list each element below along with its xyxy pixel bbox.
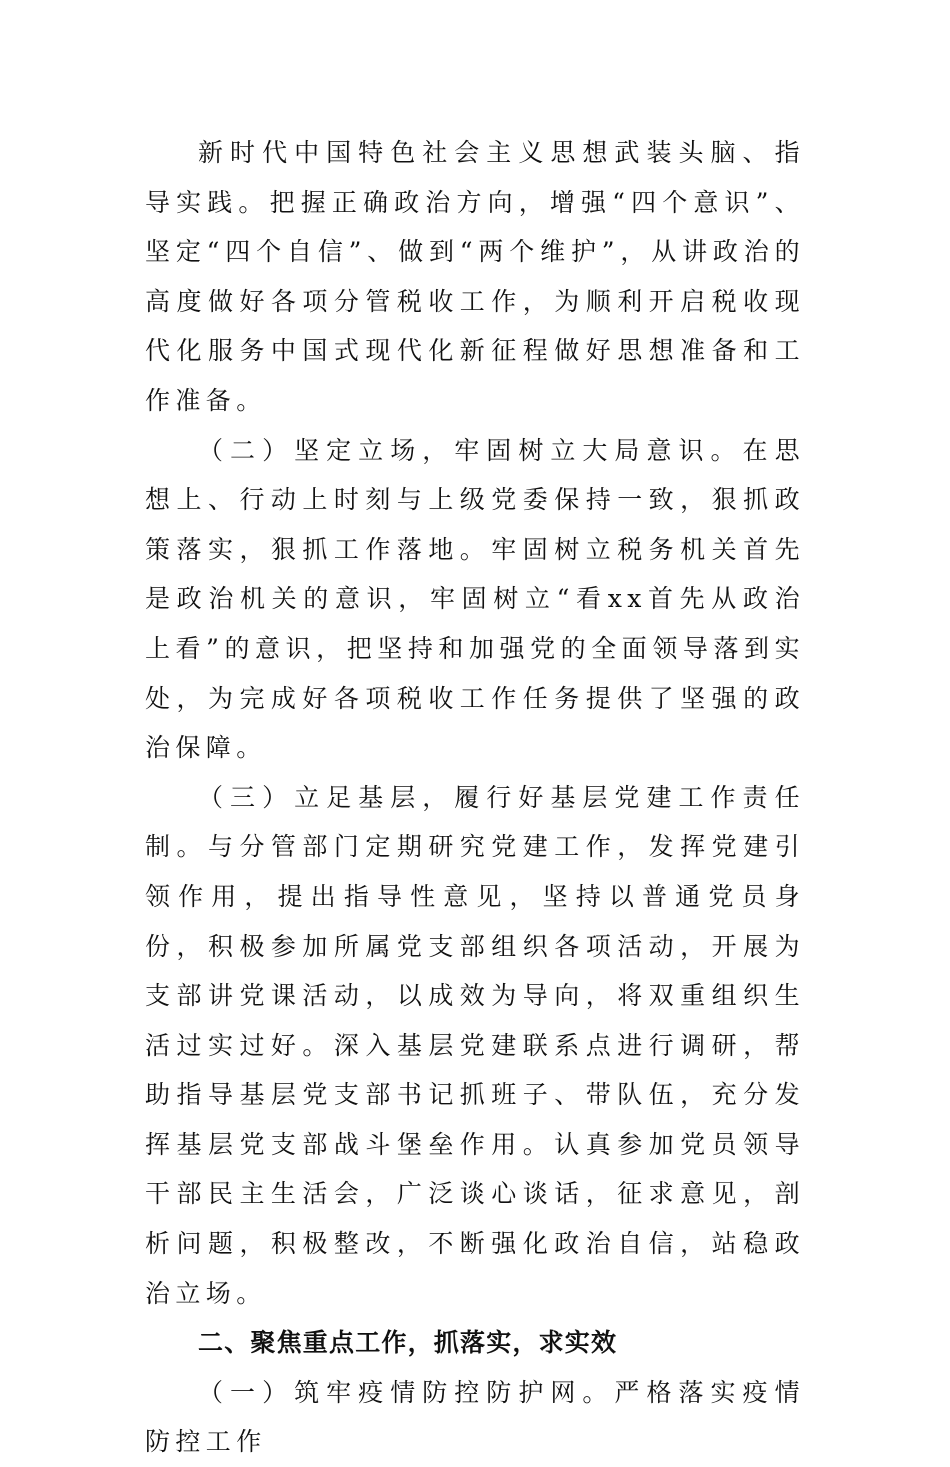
paragraph-section-2: （二）坚定立场，牢固树立大局意识。在思想上、行动上时刻与上级党委保持一致，狠抓政策落实，狠抓工作落地。牢固树立税务机关首先是政治机关的意识，牢固树立“看xx首先从政治上看”的意识，把坚持和加强党的全面领导落到实处，为完成好各项税收工作任务提供了坚强的政治保障。 xyxy=(145,435,805,763)
section-heading: 二、聚焦重点工作，抓落实，求实效 xyxy=(198,1328,618,1358)
paragraph-section-3: （三）立足基层，履行好基层党建工作责任制。与分管部门定期研究党建工作，发挥党建引领作用，提出指导性意见，坚持以普通党员身份，积极参加所属党支部组织各项活动，开展为支部讲党课活动，以成效为导向，将双重组织生活过实过好。深入基层党建联系点进行调研，帮助指导基层党支部书记抓班子、带队伍，充分发挥基层党支部战斗堡垒作用。认真参加党员领导干部民主生活会，广泛谈心谈话，征求意见，剖析问题，积极整改，不断强化政治自信，站稳政治立场。 xyxy=(145,782,805,1308)
paragraph-continuation: 新时代中国特色社会主义思想武装头脑、指导实践。把握正确政治方向，增强“四个意识”、坚定“四个自信”、做到“两个维护”，从讲政治的高度做好各项分管税收工作，为顺利开启税收现代化服务中国式现代化新征程做好思想准备和工作准备。 xyxy=(145,138,805,415)
paragraph-subsection-1: （一）筑牢疫情防控防护网。严格落实疫情防控工作 xyxy=(145,1377,805,1457)
document-body xyxy=(145,128,805,1467)
